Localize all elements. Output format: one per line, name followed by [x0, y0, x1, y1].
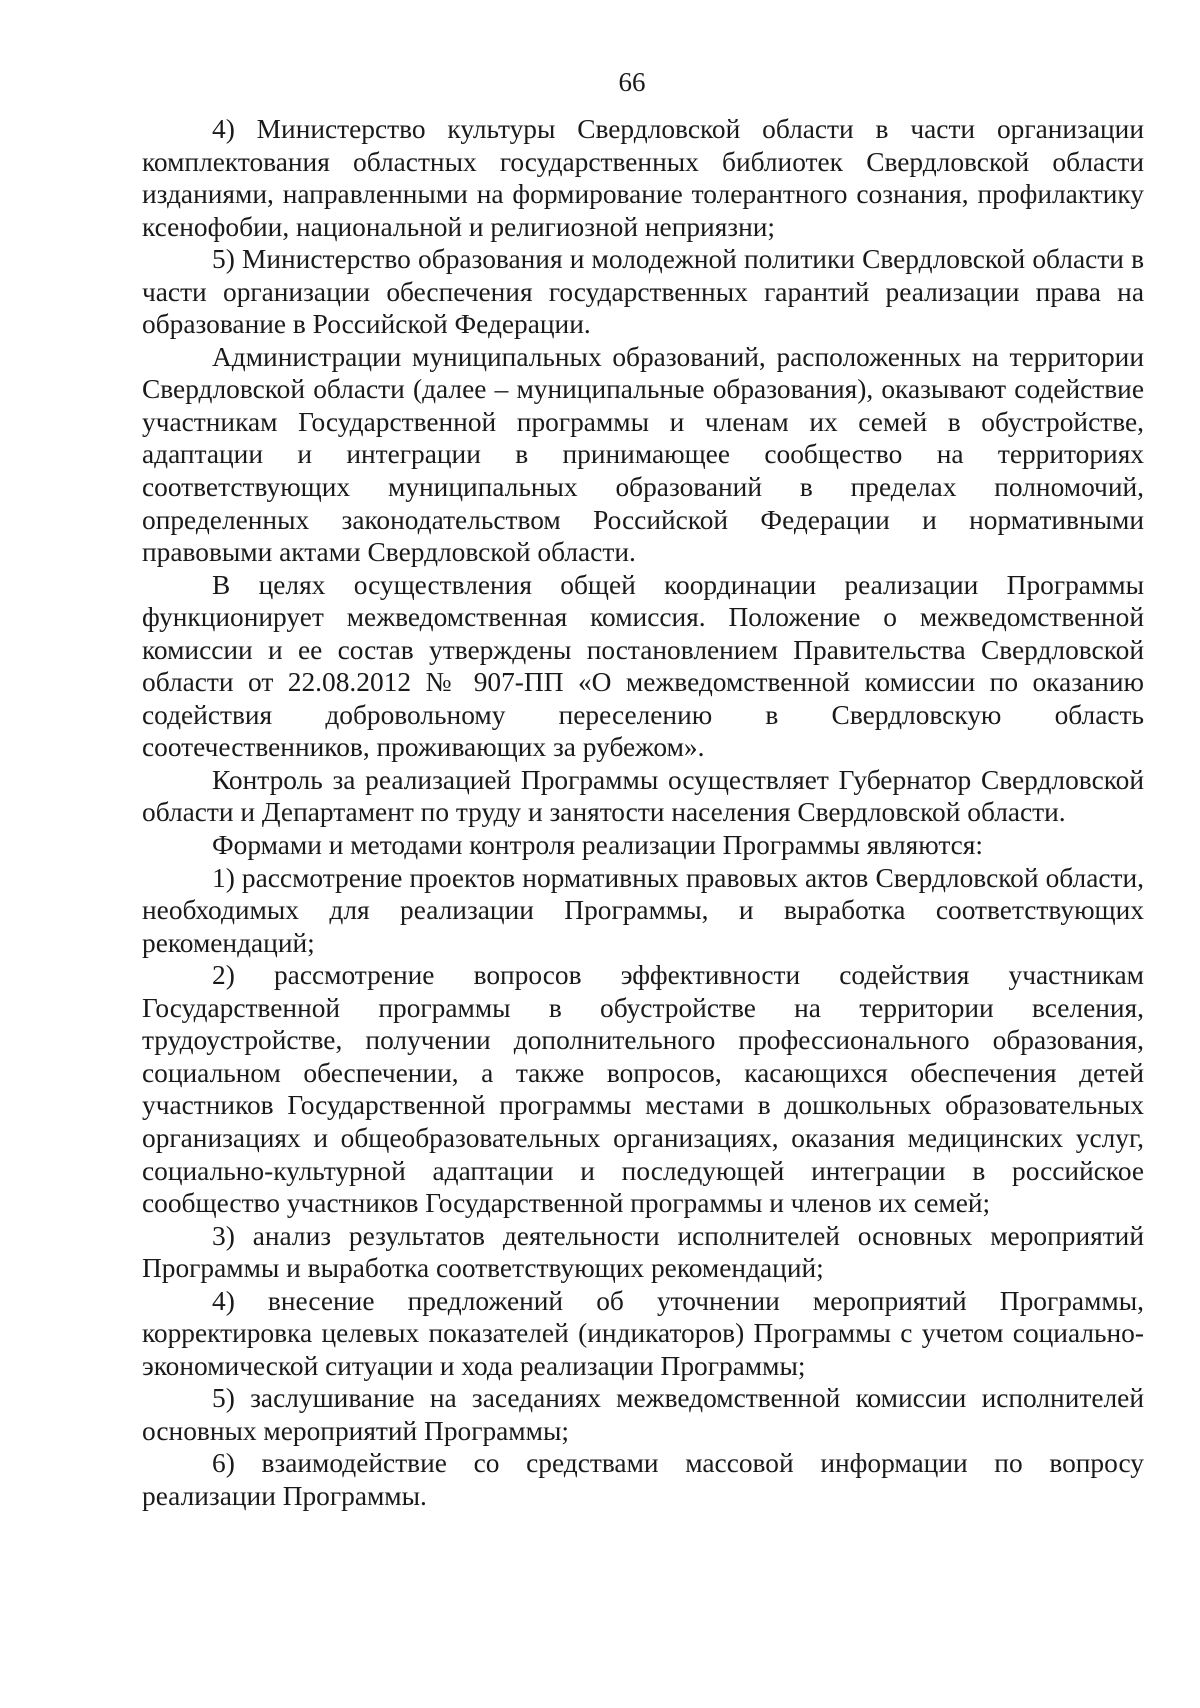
paragraph: Администрации муниципальных образований, расположенных на территории Свердловской области (далее – муниципальные образования), оказывают содействие участникам Государственной программы и членам их семей в обустройстве, адаптации и интеграции в принимающее сообщество на территориях соответствующих муниципальных образований в пределах полномочий, определенных законодательством Российской Федерации и нормативными правовыми актами Свердловской области. [142, 341, 1144, 568]
paragraph: 4) внесение предложений об уточнении мероприятий Программы, корректировка целевых показателей (индикаторов) Программы с учетом социально-экономической ситуации и хода реализации Программы; [142, 1285, 1144, 1381]
paragraph: 2) рассмотрение вопросов эффективности содействия участникам Государственной программы в обустройстве на территории вселения, трудоустройстве, получении дополнительного профессионального образования, социальном обеспечении, а также вопросов, касающихся обеспечения детей участников Государственной программы местами в дошкольных образовательных организациях и общеобразовательных организациях, оказания медицинских услуг, социально-культурной адаптации и последующей интеграции в российское сообщество участников Государственной программы и членов их семей; [142, 960, 1144, 1219]
paragraph: 5) заслушивание на заседаниях межведомственной комиссии исполнителей основных мероприятий Программы; [142, 1383, 1144, 1446]
page-number: 66 [618, 67, 646, 97]
document-body [142, 113, 1144, 1513]
paragraph: 5) Министерство образования и молодежной политики Свердловской области в части организации обеспечения государственных гарантий реализации права на образование в Российской Федерации. [142, 244, 1144, 340]
paragraph: 6) взаимодействие со средствами массовой информации по вопросу реализации Программы. [142, 1448, 1144, 1511]
paragraph: 1) рассмотрение проектов нормативных правовых актов Свердловской области, необходимых для реализации Программы, и выработка соответствующих рекомендаций; [142, 862, 1144, 958]
paragraph: Формами и методами контроля реализации Программы являются: [212, 830, 984, 861]
paragraph: Контроль за реализацией Программы осуществляет Губернатор Свердловской области и Департамент по труду и занятости населения Свердловской области. [142, 764, 1144, 828]
paragraph: 3) анализ результатов деятельности исполнителей основных мероприятий Программы и выработка соответствующих рекомендаций; [142, 1220, 1144, 1284]
paragraph: 4) Министерство культуры Свердловской области в части организации комплектования областных государственных библиотек Свердловской области изданиями, направленными на формирование толерантного сознания, профилактику ксенофобии, национальной и религиозной неприязни; [142, 114, 1144, 242]
paragraph: В целях осуществления общей координации реализации Программы функционирует межведомственная комиссия. Положение о межведомственной комиссии и ее состав утверждены постановлением Правительства Свердловской области от 22.08.2012 № 907-ПП «О межведомственной комиссии по оказанию содействия добровольному переселению в Свердловскую область соотечественников, проживающих за рубежом». [142, 569, 1144, 763]
